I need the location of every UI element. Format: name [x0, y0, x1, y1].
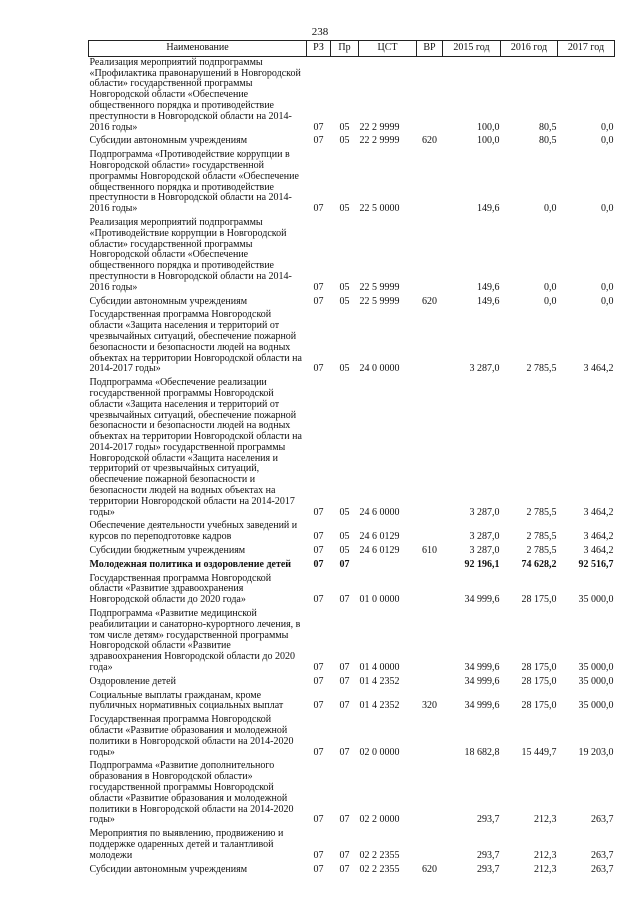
row-pr: 07	[339, 863, 350, 875]
row-rz: 07	[313, 135, 324, 147]
row-vr	[417, 573, 443, 608]
row-2017: 3 464,2	[583, 545, 614, 557]
row-name: Социальные выплаты гражданам, кроме публичных нормативных социальных выплат	[89, 689, 284, 712]
row-name: Субсидии автономным учреждениям	[89, 295, 248, 307]
row-rz: 07	[313, 814, 324, 826]
row-pr: 05	[339, 506, 350, 518]
row-rz: 07	[313, 662, 324, 674]
row-cst: 22 5 9999	[359, 295, 400, 307]
row-2017: 0,0	[601, 281, 614, 293]
row-2015: 293,7	[477, 814, 500, 826]
row-vr: 620	[422, 863, 437, 875]
header-pr: Пр	[331, 41, 359, 57]
row-2015: 18 682,8	[464, 746, 500, 758]
row-name: Субсидии бюджетным учреждениям	[89, 545, 246, 557]
row-2015: 3 287,0	[469, 545, 500, 557]
row-2016: 80,5	[539, 135, 557, 147]
row-cst: 22 2 9999	[359, 135, 400, 147]
row-name: Реализация мероприятий подпрограммы «Противодействие коррупции в Новгородской области» государственной программы Новгородской области «Обеспечение общественного порядка и противодействие преступности в Новгородской области на 2014-2016 годы»	[89, 216, 292, 293]
row-rz: 07	[313, 295, 324, 307]
row-rz: 07	[313, 558, 324, 570]
row-2015: 100,0	[477, 135, 500, 147]
row-pr: 05	[339, 363, 350, 375]
row-pr: 07	[339, 558, 350, 570]
row-2016: 28 175,0	[521, 662, 557, 674]
row-2017: 3 464,2	[583, 506, 614, 518]
row-vr: 620	[422, 135, 437, 147]
row-2016: 2 785,5	[526, 531, 557, 543]
row-pr: 07	[339, 700, 350, 712]
table-header-row	[89, 41, 615, 57]
row-2017: 3 464,2	[583, 531, 614, 543]
row-pr: 05	[339, 531, 350, 543]
row-cst: 01 0 0000	[359, 594, 400, 606]
row-2015: 293,7	[477, 849, 500, 861]
row-cst: 02 0 0000	[359, 746, 400, 758]
row-cst: 22 5 0000	[359, 203, 400, 215]
row-vr	[417, 520, 443, 545]
table-row	[89, 377, 615, 520]
row-cst: 24 0 0000	[359, 363, 400, 375]
table-row	[89, 608, 615, 676]
row-vr	[417, 714, 443, 760]
row-vr	[417, 828, 443, 863]
row-2015: 34 999,6	[464, 675, 500, 687]
row-2016: 28 175,0	[521, 594, 557, 606]
row-2015: 3 287,0	[469, 531, 500, 543]
row-rz: 07	[313, 531, 324, 543]
row-vr	[417, 56, 443, 135]
row-vr	[417, 760, 443, 828]
row-cst: 24 6 0129	[359, 545, 400, 557]
row-2015: 293,7	[477, 863, 500, 875]
row-rz: 07	[313, 203, 324, 215]
row-rz: 07	[313, 121, 324, 133]
row-2015: 149,6	[477, 295, 500, 307]
row-2016: 0,0	[544, 203, 557, 215]
header-name: Наименование	[89, 41, 307, 57]
row-pr: 07	[339, 675, 350, 687]
row-name: Подпрограмма «Противодействие коррупции в Новгородской области» государственной программы Новгородской области «Обеспечение общественного порядка и противодействие преступности в Новгородской области на 2014-2016 годы»	[89, 149, 299, 215]
row-pr: 05	[339, 203, 350, 215]
header-2017: 2017 год	[558, 41, 615, 57]
row-2016: 2 785,5	[526, 545, 557, 557]
row-vr: 610	[422, 545, 437, 557]
row-2016: 74 628,2	[521, 558, 557, 570]
row-2017: 35 000,0	[578, 662, 614, 674]
row-vr: 320	[422, 700, 437, 712]
row-pr: 07	[339, 662, 350, 674]
row-rz: 07	[313, 700, 324, 712]
table-row	[89, 714, 615, 760]
row-cst: 22 2 9999	[359, 121, 400, 133]
row-2016: 212,3	[534, 849, 557, 861]
row-name: Подпрограмма «Развитие дополнительного образования в Новгородской области» государственной программы Новгородской области «Развитие образования и молодежной политики в Новгородской области на 2014-2020 годы»	[89, 760, 294, 826]
row-2017: 35 000,0	[578, 594, 614, 606]
table-row	[89, 217, 615, 296]
header-2016: 2016 год	[501, 41, 558, 57]
row-2016: 28 175,0	[521, 675, 557, 687]
row-cst: 01 4 2352	[359, 675, 400, 687]
row-name: Субсидии автономным учреждениям	[89, 863, 248, 875]
row-2015: 100,0	[477, 121, 500, 133]
row-cst: 22 5 9999	[359, 281, 400, 293]
table-row	[89, 760, 615, 828]
row-name: Подпрограмма «Обеспечение реализации государственной программы Новгородской области «Защита населения и территорий от чрезвычайных ситуаций, обеспечение пожарной безопасности и безопасности людей на водных объектах на территории Новгородской области на 2014-2017 годы» государственной программы Новгородской области «Защита населения и территорий от чрезвычайных ситуаций, обеспечение пожарной безопасности и безопасности людей на водных объектах на территории Новгородской области на 2014-2017 годы»	[89, 377, 302, 518]
page-number: 238	[311, 26, 329, 38]
row-cst: 24 6 0000	[359, 506, 400, 518]
row-2016: 28 175,0	[521, 700, 557, 712]
row-rz: 07	[313, 545, 324, 557]
row-2017: 35 000,0	[578, 700, 614, 712]
row-2016: 2 785,5	[526, 363, 557, 375]
row-2016: 0,0	[544, 295, 557, 307]
row-name: Оздоровление детей	[89, 675, 176, 687]
row-2017: 0,0	[601, 203, 614, 215]
row-vr	[417, 217, 443, 296]
table-row	[89, 545, 615, 559]
row-2017: 35 000,0	[578, 675, 614, 687]
row-2016: 15 449,7	[521, 746, 557, 758]
row-pr: 05	[339, 135, 350, 147]
row-2017: 92 516,7	[578, 558, 614, 570]
table-row	[89, 135, 615, 149]
row-pr: 07	[339, 849, 350, 861]
row-pr: 07	[339, 814, 350, 826]
row-rz: 07	[313, 863, 324, 875]
row-2016: 212,3	[534, 863, 557, 875]
row-2017: 3 464,2	[583, 363, 614, 375]
row-vr: 620	[422, 295, 437, 307]
row-rz: 07	[313, 746, 324, 758]
row-rz: 07	[313, 849, 324, 861]
row-rz: 07	[313, 506, 324, 518]
row-name: Субсидии автономным учреждениям	[89, 135, 248, 147]
row-rz: 07	[313, 281, 324, 293]
row-cst: 02 2 2355	[359, 863, 400, 875]
row-pr: 05	[339, 281, 350, 293]
header-vr: ВР	[417, 41, 443, 57]
row-cst: 24 6 0129	[359, 531, 400, 543]
row-cst: 01 4 2352	[359, 700, 400, 712]
table-row	[89, 690, 615, 715]
row-name: Обеспечение деятельности учебных заведений и курсов по переподготовке кадров	[89, 520, 298, 543]
row-vr	[417, 377, 443, 520]
row-2015: 92 196,1	[464, 558, 500, 570]
row-vr	[417, 309, 443, 377]
table-row	[89, 296, 615, 310]
row-name: Государственная программа Новгородской области «Защита населения и территорий от чрезвычайных ситуаций, обеспечение пожарной безопасности и безопасности людей на водных объектах на территории Новгородской области на 2014-2017 годы»	[89, 309, 302, 375]
row-vr	[417, 608, 443, 676]
header-2015: 2015 год	[443, 41, 501, 57]
row-2017: 263,7	[591, 849, 614, 861]
row-2017: 0,0	[601, 121, 614, 133]
row-2017: 263,7	[591, 863, 614, 875]
row-name: Государственная программа Новгородской области «Развитие здравоохранения Новгородской области до 2020 года»	[89, 572, 272, 606]
row-name: Реализация мероприятий подпрограммы «Профилактика правонарушений в Новгородской области» государственной программы Новгородской области «Обеспечение общественного порядка и противодействие преступности в Новгородской области на 2014-2016 годы»	[89, 56, 301, 133]
row-pr: 05	[339, 295, 350, 307]
table-row	[89, 573, 615, 608]
row-name: Мероприятия по выявлению, продвижению и поддержке одаренных детей и талантливой молодежи	[89, 828, 284, 861]
header-cst: ЦСТ	[359, 41, 417, 57]
row-2015: 3 287,0	[469, 506, 500, 518]
row-cst: 02 2 0000	[359, 814, 400, 826]
row-pr: 05	[339, 545, 350, 557]
row-rz: 07	[313, 594, 324, 606]
table-row	[89, 149, 615, 217]
row-rz: 07	[313, 675, 324, 687]
table-row	[89, 309, 615, 377]
row-2015: 149,6	[477, 281, 500, 293]
table-body	[89, 56, 615, 877]
row-2016: 212,3	[534, 814, 557, 826]
table-row	[89, 828, 615, 863]
header-rz: РЗ	[307, 41, 331, 57]
row-cst	[359, 559, 417, 573]
row-2015: 3 287,0	[469, 363, 500, 375]
row-cst: 02 2 2355	[359, 849, 400, 861]
row-pr: 07	[339, 594, 350, 606]
row-pr: 07	[339, 746, 350, 758]
row-2017: 263,7	[591, 814, 614, 826]
row-2015: 34 999,6	[464, 700, 500, 712]
row-name: Государственная программа Новгородской области «Развитие образования и молодежной политики в Новгородской области на 2014-2020 годы»	[89, 714, 294, 758]
row-2015: 149,6	[477, 203, 500, 215]
row-rz: 07	[313, 363, 324, 375]
budget-table	[88, 40, 615, 877]
row-vr	[417, 676, 443, 690]
row-name: Молодежная политика и оздоровление детей	[89, 558, 292, 570]
row-2015: 34 999,6	[464, 662, 500, 674]
row-vr	[417, 149, 443, 217]
table-row	[89, 520, 615, 545]
table-row	[89, 676, 615, 690]
table-row	[89, 864, 615, 878]
row-2016: 80,5	[539, 121, 557, 133]
row-cst: 01 4 0000	[359, 662, 400, 674]
row-2015: 34 999,6	[464, 594, 500, 606]
row-2016: 0,0	[544, 281, 557, 293]
row-2016: 2 785,5	[526, 506, 557, 518]
row-2017: 0,0	[601, 295, 614, 307]
row-2017: 19 203,0	[578, 746, 614, 758]
table-row	[89, 559, 615, 573]
row-name: Подпрограмма «Развитие медицинской реабилитации и санаторно-курортного лечения, в том числе детям» государственной программы Новгородской области «Развитие здравоохранения Новгородской области до 2020 года»	[89, 608, 301, 674]
row-2017: 0,0	[601, 135, 614, 147]
row-vr	[417, 559, 443, 573]
table-row	[89, 56, 615, 135]
row-pr: 05	[339, 121, 350, 133]
